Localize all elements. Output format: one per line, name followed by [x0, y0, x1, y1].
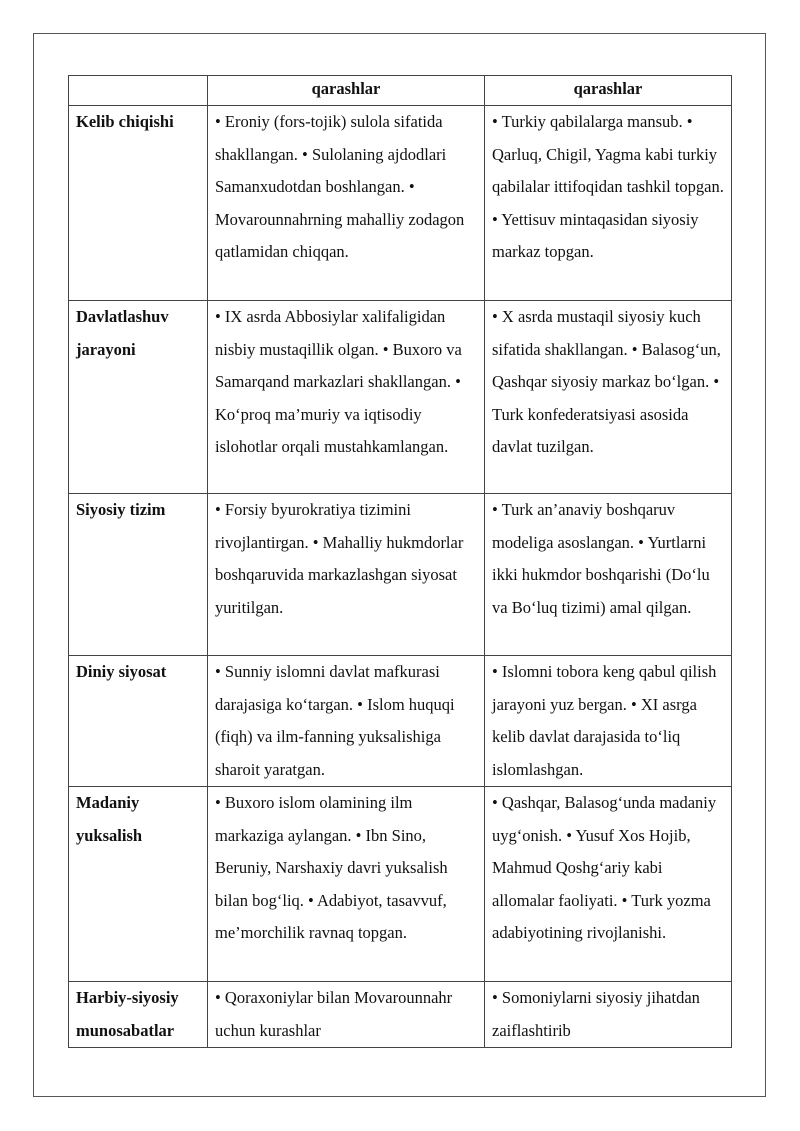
- table-cell: • Qashqar, Balasog‘unda madaniy uyg‘onish. • Yusuf Xos Hojib, Mahmud Qoshg‘ariy kabi allomalar faoliyati. • Turk yozma adabiyotining rivojlanishi.: [485, 787, 732, 982]
- table-cell: • Turk an’anaviy boshqaruv modeliga asoslangan. • Yurtlarni ikki hukmdor boshqarishi (Do‘lu va Bo‘luq tizimi) amal qilgan.: [485, 494, 732, 656]
- table-row: [69, 301, 732, 494]
- table-row: [69, 787, 732, 982]
- header-cell-1: qarashlar: [208, 76, 485, 106]
- table-cell: • Buxoro islom olamining ilm markaziga aylangan. • Ibn Sino, Beruniy, Narshaxiy davri yuksalish bilan bog‘liq. • Adabiyot, tasavvuf, me’morchilik ravnaq topgan.: [208, 787, 485, 982]
- table-row: [69, 656, 732, 787]
- comparison-table: [68, 75, 732, 1048]
- table-cell: • Somoniylarni siyosiy jihatdan zaiflashtirib: [485, 982, 732, 1048]
- table-row: [69, 494, 732, 656]
- row-label: Diniy siyosat: [69, 656, 208, 787]
- table-cell: • Forsiy byurokratiya tizimini rivojlantirgan. • Mahalliy hukmdorlar boshqaruvida markazlashgan siyosat yuritilgan.: [208, 494, 485, 656]
- table-cell: • Sunniy islomni davlat mafkurasi darajasiga ko‘targan. • Islom huquqi (fiqh) va ilm-fanning yuksalishiga sharoit yaratgan.: [208, 656, 485, 787]
- row-label: Harbiy-siyosiy munosabatlar: [69, 982, 208, 1048]
- table-cell: • Turkiy qabilalarga mansub. • Qarluq, Chigil, Yagma kabi turkiy qabilalar ittifoqidan tashkil topgan. • Yettisuv mintaqasidan siyosiy markaz topgan.: [485, 106, 732, 301]
- row-label: Davlatlashuv jarayoni: [69, 301, 208, 494]
- row-label: Siyosiy tizim: [69, 494, 208, 656]
- header-cell-2: qarashlar: [485, 76, 732, 106]
- table-cell: • Eroniy (fors-tojik) sulola sifatida shakllangan. • Sulolaning ajdodlari Samanxudotdan boshlangan. • Movarounnahrning mahalliy zodagon qatlamidan chiqqan.: [208, 106, 485, 301]
- table-row: [69, 982, 732, 1048]
- table-cell: • IX asrda Abbosiylar xalifaligidan nisbiy mustaqillik olgan. • Buxoro va Samarqand markazlari shakllangan. • Ko‘proq ma’muriy va iqtisodiy islohotlar orqali mustahkamlangan.: [208, 301, 485, 494]
- table-cell: • X asrda mustaqil siyosiy kuch sifatida shakllangan. • Balasog‘un, Qashqar siyosiy markaz bo‘lgan. • Turk konfederatsiyasi asosida davlat tuzilgan.: [485, 301, 732, 494]
- row-label: Madaniy yuksalish: [69, 787, 208, 982]
- table-cell: • Qoraxoniylar bilan Movarounnahr uchun kurashlar: [208, 982, 485, 1048]
- header-cell-empty: [69, 76, 208, 106]
- table-header-row: [69, 76, 732, 106]
- table-cell: • Islomni tobora keng qabul qilish jarayoni yuz bergan. • XI asrga kelib davlat darajasida to‘liq islomlashgan.: [485, 656, 732, 787]
- row-label: Kelib chiqishi: [69, 106, 208, 301]
- table-row: [69, 106, 732, 301]
